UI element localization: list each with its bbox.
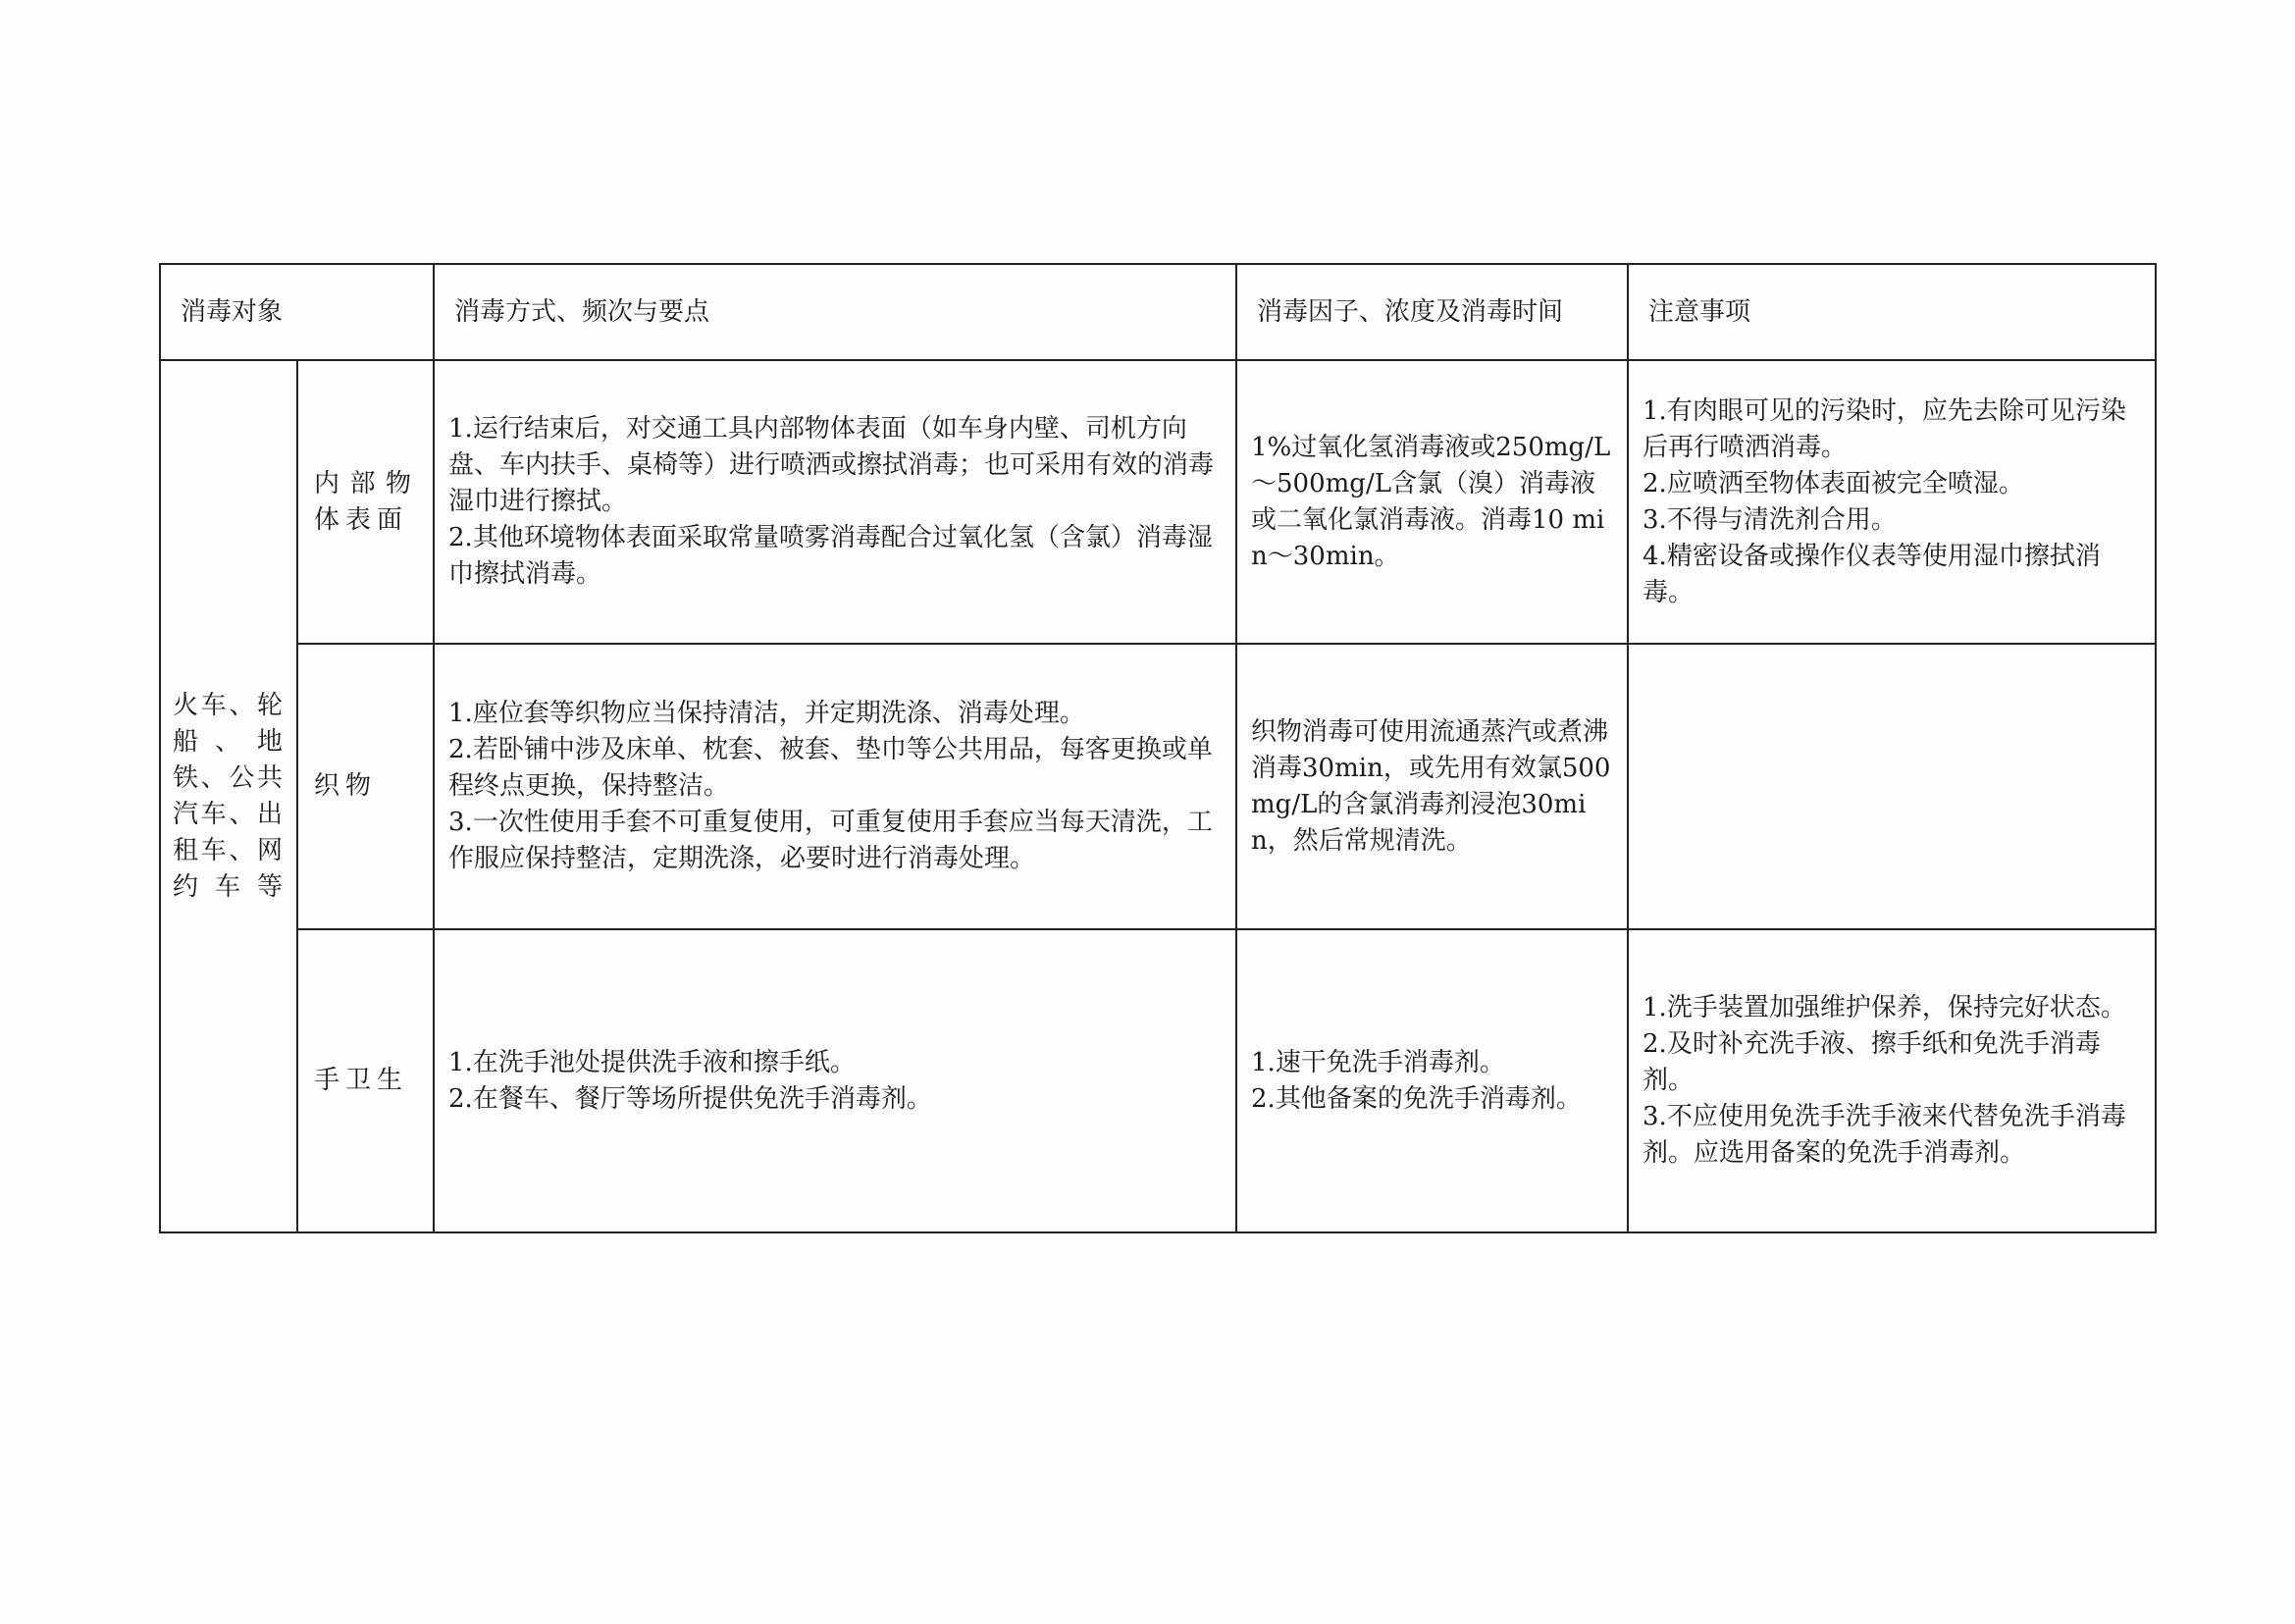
method-line: 1.在洗手池处提供洗手液和擦手纸。	[448, 1047, 856, 1077]
factor-cell: 1%过氧化氢消毒液或250mg/L～500mg/L含氯（溴）消毒液或二氧化氯消毒液。消毒10 min～30min。	[1236, 360, 1628, 644]
factor-cell: 织物消毒可使用流通蒸汽或煮沸消毒30min，或先用有效氯500mg/L的含氯消毒剂浸泡30min，然后常规清洗。	[1236, 644, 1628, 929]
method-cell	[434, 929, 1236, 1232]
note-line: 1.有肉眼可见的污染时，应先去除可见污染后再行喷洒消毒。	[1643, 395, 2126, 462]
vehicle-group-cell: 火车、轮船、地铁、公共汽车、出租车、网约车等	[160, 360, 297, 1232]
method-line: 2.在餐车、餐厅等场所提供免洗手消毒剂。	[448, 1083, 932, 1114]
method-line: 2.若卧铺中涉及床单、枕套、被套、垫巾等公共用品，每客更换或单程终点更换，保持整洁。	[448, 735, 1213, 801]
sub-object-cell: 织物	[297, 644, 434, 929]
notes-cell-empty	[1628, 644, 2156, 929]
method-line: 2.其他环境物体表面采取常量喷雾消毒配合过氧化氢（含氯）消毒湿巾擦拭消毒。	[448, 523, 1213, 589]
table-row	[160, 644, 2156, 929]
note-line: 3.不得与清洗剂合用。	[1643, 504, 1897, 535]
header-notes: 注意事项	[1628, 264, 2156, 360]
notes-cell	[1628, 360, 2156, 644]
method-cell	[434, 644, 1236, 929]
header-object: 消毒对象	[160, 264, 434, 360]
notes-cell	[1628, 929, 2156, 1232]
method-line: 3.一次性使用手套不可重复使用，可重复使用手套应当每天清洗，工作服应保持整洁，定期洗涤，必要时进行消毒处理。	[448, 808, 1213, 873]
header-method: 消毒方式、频次与要点	[434, 264, 1236, 360]
note-line: 2.应喷洒至物体表面被完全喷湿。	[1643, 468, 2024, 498]
note-line: 4.精密设备或操作仪表等使用湿巾擦拭消毒。	[1643, 541, 2101, 607]
sub-object-cell: 手卫生	[297, 929, 434, 1232]
factor-line: 2.其他备案的免洗手消毒剂。	[1251, 1083, 1582, 1114]
table-row	[160, 360, 2156, 644]
header-factor: 消毒因子、浓度及消毒时间	[1236, 264, 1628, 360]
factor-cell	[1236, 929, 1628, 1232]
method-cell	[434, 360, 1236, 644]
header-row	[160, 264, 2156, 360]
note-line: 3.不应使用免洗手洗手液来代替免洗手消毒剂。应选用备案的免洗手消毒剂。	[1643, 1102, 2126, 1168]
note-line: 2.及时补充洗手液、擦手纸和免洗手消毒剂。	[1643, 1029, 2101, 1095]
factor-line: 1.速干免洗手消毒剂。	[1251, 1047, 1505, 1077]
method-line: 1.座位套等织物应当保持清洁，并定期洗涤、消毒处理。	[448, 699, 1085, 728]
table-row	[160, 929, 2156, 1232]
method-line: 1.运行结束后，对交通工具内部物体表面（如车身内壁、司机方向盘、车内扶手、桌椅等）进行喷洒或擦拭消毒；也可采用有效的消毒湿巾进行擦拭。	[448, 414, 1215, 516]
sub-object-cell: 内部物体表面	[297, 360, 434, 644]
note-line: 1.洗手装置加强维护保养，保持完好状态。	[1643, 993, 2126, 1022]
disinfection-table	[159, 263, 2157, 1233]
